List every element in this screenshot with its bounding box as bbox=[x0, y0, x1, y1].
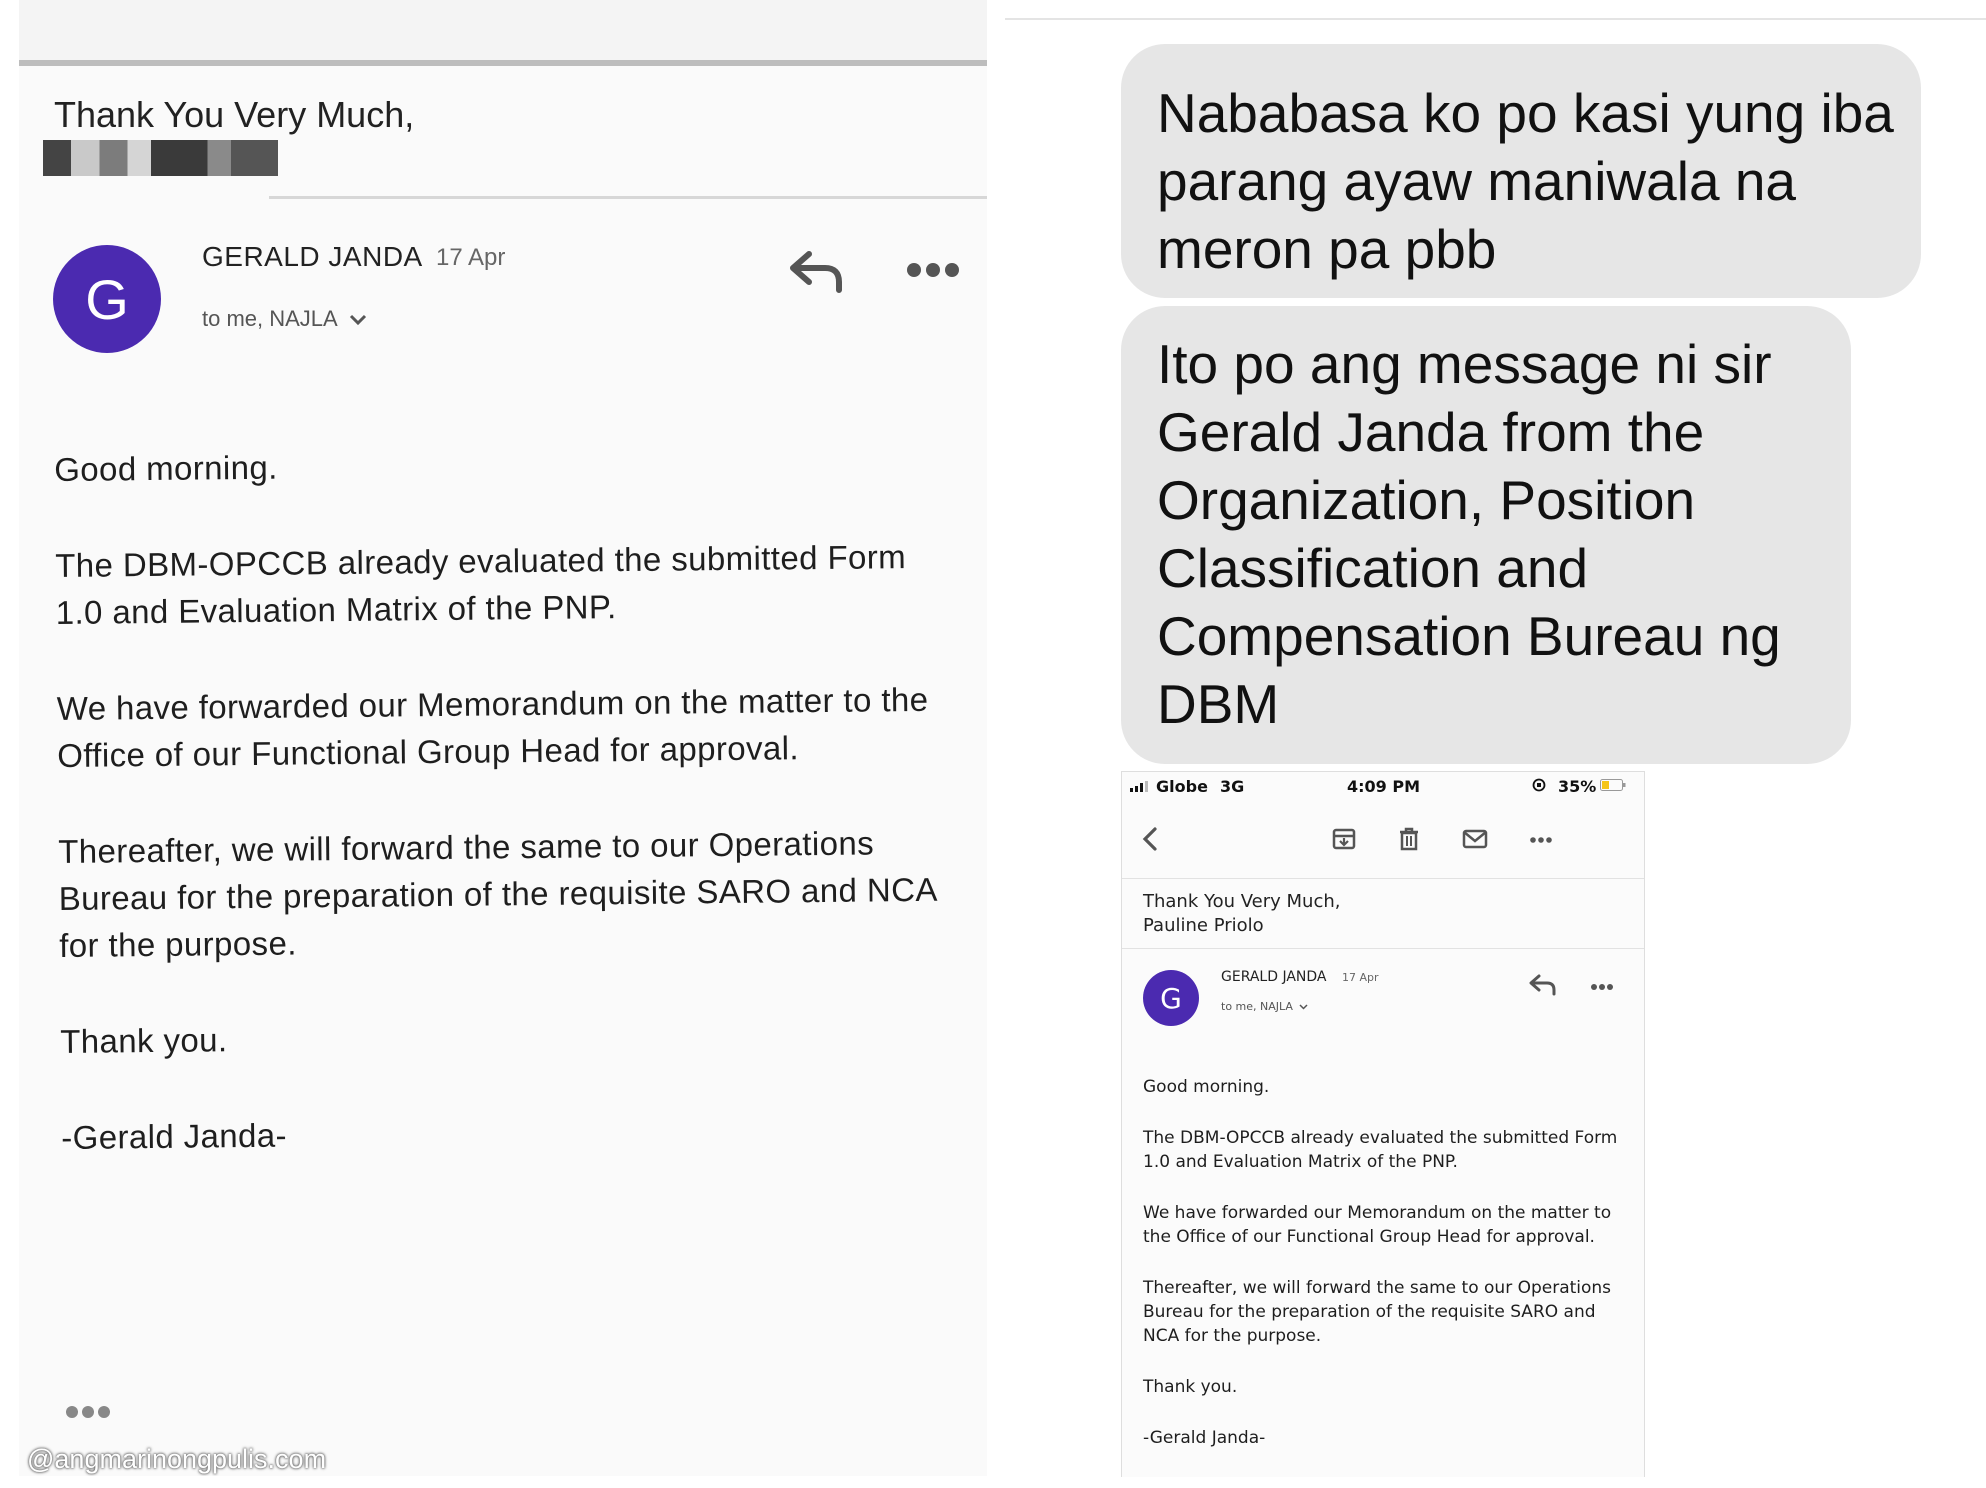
avatar-letter: G bbox=[1160, 981, 1182, 1015]
reply-icon[interactable] bbox=[787, 248, 847, 294]
show-trimmed-content-icon[interactable] bbox=[65, 1404, 111, 1420]
email-body bbox=[54, 437, 962, 1210]
chevron-down-icon bbox=[349, 314, 367, 326]
message-divider bbox=[1122, 948, 1644, 949]
email-body bbox=[1143, 1075, 1623, 1477]
message-date: 17 Apr bbox=[436, 244, 506, 271]
signoff-name: Pauline Priolo bbox=[1143, 915, 1264, 936]
phone-email-screenshot[interactable] bbox=[1121, 771, 1645, 1477]
more-icon[interactable] bbox=[1526, 824, 1556, 854]
redacted-name bbox=[43, 140, 278, 176]
rotation-lock-icon bbox=[1532, 778, 1546, 792]
chat-bubble[interactable] bbox=[1121, 44, 1921, 298]
body-greeting: Good morning. bbox=[1143, 1077, 1270, 1097]
sender-name: GERALD JANDA bbox=[202, 241, 423, 272]
signoff-line: Thank You Very Much, bbox=[1143, 891, 1341, 912]
body-paragraph: Thereafter, we will forward the same to our Operations Bureau for the preparation of the requisite SARO and NCA for the purpose. bbox=[1143, 1278, 1612, 1346]
previous-message-fade bbox=[19, 0, 987, 60]
battery-icon bbox=[1600, 779, 1626, 791]
recipients-toggle[interactable] bbox=[1221, 1000, 1308, 1013]
sender-avatar[interactable] bbox=[53, 245, 161, 353]
more-options-icon[interactable] bbox=[1590, 983, 1614, 991]
body-greeting: Good morning. bbox=[54, 448, 278, 488]
body-paragraph: The DBM-OPCCB already evaluated the submitted Form 1.0 and Evaluation Matrix of the PNP. bbox=[55, 538, 907, 631]
recipients-label: to me, NAJLA bbox=[202, 306, 337, 331]
chat-message-text: Ito po ang message ni sir Gerald Janda from the Organization, Position Classification and Compensation Bureau ng DBM bbox=[1157, 333, 1781, 735]
previous-message-signoff bbox=[1143, 890, 1340, 938]
reply-icon[interactable] bbox=[1528, 973, 1558, 997]
trash-icon[interactable] bbox=[1394, 824, 1424, 854]
mail-icon[interactable] bbox=[1460, 824, 1490, 854]
avatar-letter: G bbox=[85, 267, 129, 331]
zoomed-email-screenshot bbox=[19, 0, 987, 1476]
body-closing: Thank you. bbox=[1143, 1377, 1238, 1397]
chevron-down-icon bbox=[1299, 1004, 1308, 1010]
body-paragraph: We have forwarded our Memorandum on the matter to the Office of our Functional Group Head for approval. bbox=[1143, 1203, 1612, 1247]
body-signature: -Gerald Janda- bbox=[61, 1116, 288, 1156]
battery-percent: 35% bbox=[1558, 777, 1597, 796]
network-type: 3G bbox=[1220, 777, 1245, 796]
recipients-toggle[interactable] bbox=[202, 306, 367, 332]
message-divider bbox=[19, 60, 987, 66]
body-paragraph: Thereafter, we will forward the same to our Operations Bureau for the preparation of the requisite SARO and NCA for the purpose. bbox=[58, 824, 937, 964]
more-options-icon[interactable] bbox=[906, 260, 960, 280]
carrier-name: Globe bbox=[1156, 777, 1208, 796]
watermark: @angmarinongpulis.com bbox=[27, 1444, 327, 1474]
toolbar-divider bbox=[1122, 878, 1644, 879]
body-paragraph: We have forwarded our Memorandum on the matter to the Office of our Functional Group Head for approval. bbox=[56, 680, 929, 774]
body-closing: Thank you. bbox=[60, 1021, 228, 1060]
sender-name: GERALD JANDA bbox=[1221, 969, 1327, 985]
chat-message-text: Nababasa ko po kasi yung iba parang ayaw maniwala na meron pa pbb bbox=[1157, 82, 1894, 280]
sender-avatar[interactable] bbox=[1143, 970, 1199, 1026]
back-icon[interactable] bbox=[1136, 824, 1166, 854]
signal-strength-icon bbox=[1130, 781, 1148, 792]
status-bar bbox=[1122, 772, 1644, 798]
chat-top-divider bbox=[1005, 18, 1986, 20]
recipients-label: to me, NAJLA bbox=[1221, 1000, 1293, 1013]
body-paragraph: The DBM-OPCCB already evaluated the submitted Form 1.0 and Evaluation Matrix of the PNP. bbox=[1143, 1128, 1618, 1172]
archive-icon[interactable] bbox=[1329, 824, 1359, 854]
message-date: 17 Apr bbox=[1342, 971, 1379, 984]
chat-bubble[interactable] bbox=[1121, 306, 1851, 764]
previous-message-signoff: Thank You Very Much, bbox=[54, 94, 415, 135]
message-divider bbox=[269, 196, 987, 199]
body-signature: -Gerald Janda- bbox=[1143, 1428, 1266, 1448]
status-time: 4:09 PM bbox=[1347, 777, 1421, 796]
